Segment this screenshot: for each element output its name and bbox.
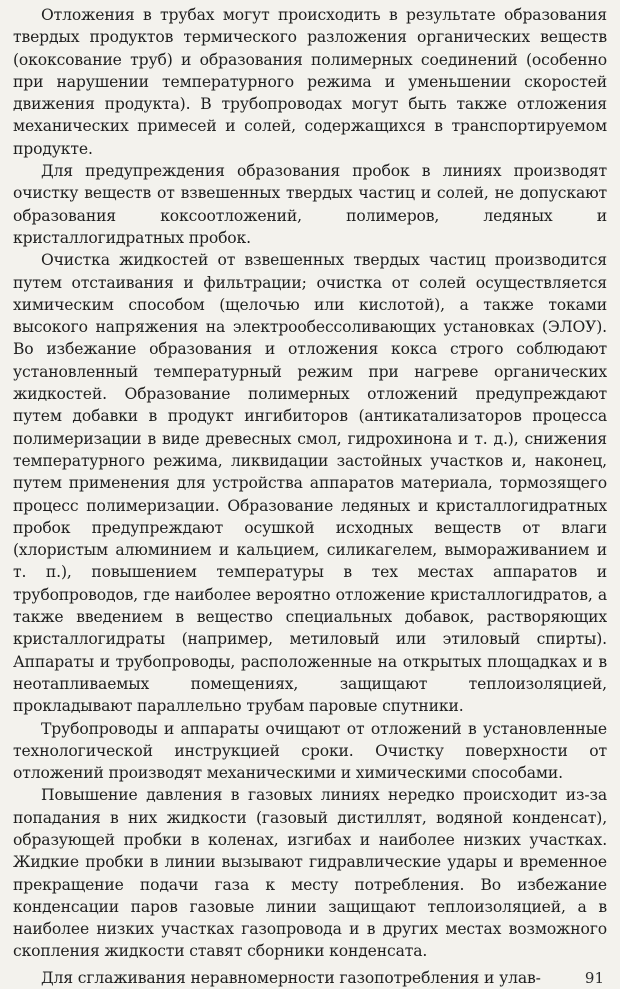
paragraph-cleaning: Очистка жидкостей от взвешенных твердых частиц производится путем отстаивания и фильтрации; очистка от солей осуществляется химическим способом (щелочью или кислотой), а также токами высокого напряжения на электрообессоливающих установках (ЭЛОУ). Во избежание образования и отложения кокса строго соблюдают установленный температурный режим при нагреве органических жидкостей. Образование полимерных отложений предупреждают путем добавки в продукт ингибиторов (антикатализаторов процесса полимеризации в виде древесных смол, гидрохинона и т. д.), снижения температурного режима, ликвидации застойных участков и, наконец, путем применения для устройства аппаратов материала, тормозящего процесс полимеризации. Образование ледяных и кристаллогидратных пробок предупреждают осушкой исходных веществ от влаги (хлористым алюминием и кальцием, силикагелем, вымораживанием и т. п.), повышением температуры в тех местах аппаратов и трубопроводов, где наиболее вероятно отложение кристаллогидратов, а также введением в вещество специальных добавок, растворяющих кристаллогидраты (например, метиловый или этиловый спирты). Аппараты и трубопроводы, расположенные на открытых площадках и в неотапливаемых помещениях, защищают теплоизоляцией, прокладывают параллельно трубам паровые спутники. <box>13 251 607 716</box>
page-number: 91 <box>584 969 604 987</box>
paragraph-deposits: Отложения в трубах могут происходить в результате образования твердых продуктов термического разложения органических веществ (ококсование труб) и образования полимерных соединений (особенно при нарушении температурного режима и уменьшении скоростей движения продукта). В трубопроводах могут быть также отложения механических примесей и солей, содержащихся в транспортируемом продукте. <box>13 6 607 158</box>
paragraph-maintenance: Трубопроводы и аппараты очищают от отложений в установленные технологической инструкцией сроки. Очистку поверхности от отложений производят механическими и химическими способами. <box>13 719 607 783</box>
paragraph-prevention: Для предупреждения образования пробок в линиях производят очистку веществ от взвешенных твердых частиц и солей, не допускают образования коксоотложений, полимеров, ледяных и кристаллогидратных пробок. <box>13 162 607 247</box>
body-text <box>13 4 607 989</box>
paragraph-smoothing: Для сглаживания неравномерности газопотребления и улав- <box>41 968 541 987</box>
paragraph-gas-lines: Повышение давления в газовых линиях нередко происходит из-за попадания в них жидкости (газовый дистиллят, водяной конденсат), образующей пробки в коленах, изгибах и наиболее низких участках. Жидкие пробки в линии вызывают гидравлические удары и временное прекращение подачи газа к месту потребления. Во избежание конденсации паров газовые линии защищают теплоизоляцией, а в наиболее низких участках газопровода и в других местах возможного скопления жидкости ставят сборники конденсата. <box>13 786 607 961</box>
